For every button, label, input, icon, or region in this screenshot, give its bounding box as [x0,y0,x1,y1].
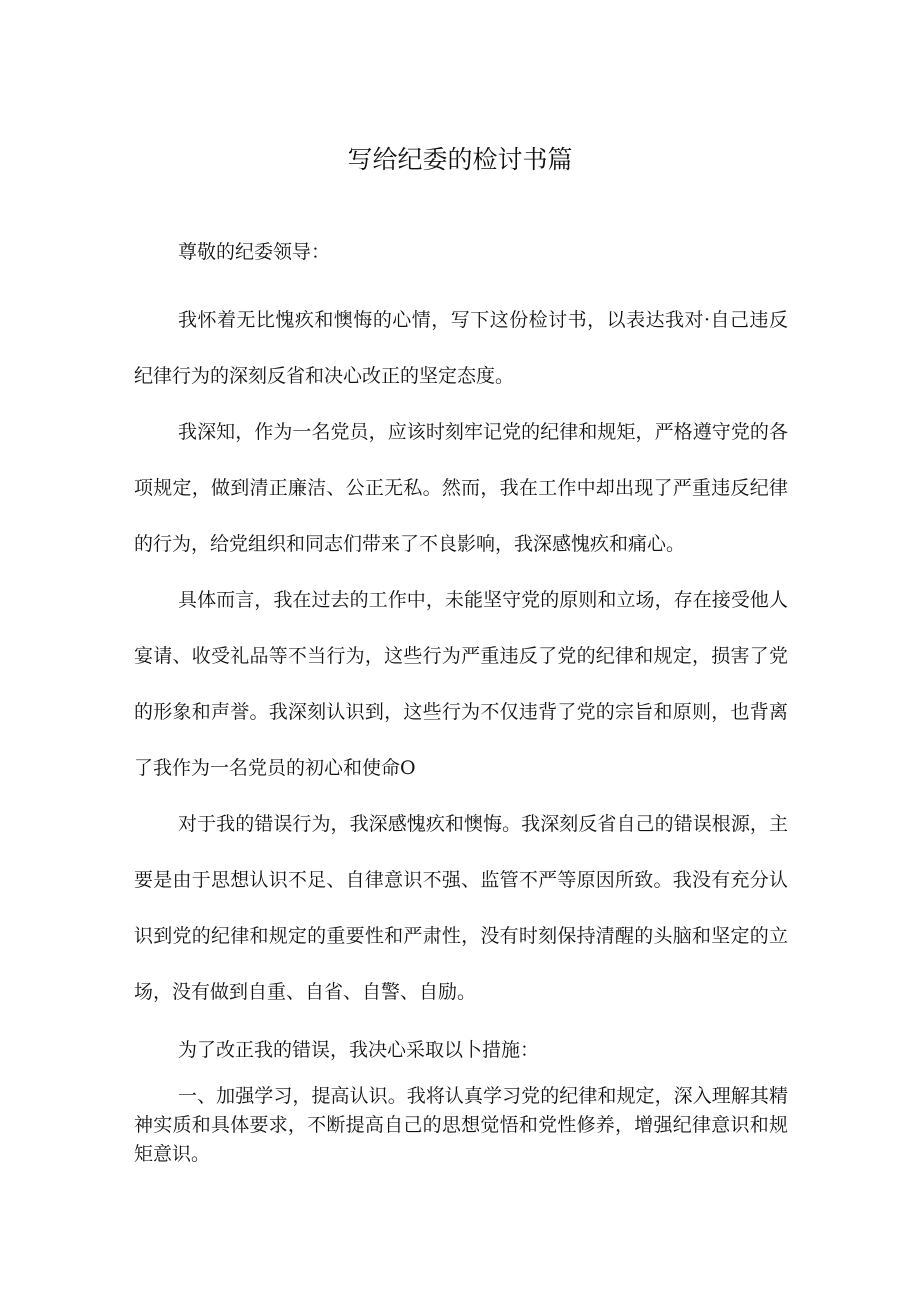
paragraph-5: 为了改正我的错误，我决心采取以卜措施： [178,1039,540,1061]
paragraph-3: 具体而言，我在过去的工作中，未能坚守党的原则和立场，存在接受他人宴请、收受礼品等不当行为，这些行为严重违反了党的纪律和规定，损害了党的形象和声誉。我深刻认识到，这些行为不仅违背了党的宗旨和原则，也背离了我作为一名党员的初心和使命O [134,589,788,779]
document-title: 写给纪委的检讨书篇 [347,145,573,174]
paragraph-4: 对于我的错误行为，我深感愧疚和懊悔。我深刻反省自己的错误根源，主要是由于思想认识不足、自律意识不强、监管不严等原因所致。我没有充分认识到党的纪律和规定的重要性和严肃性，没有时刻保持清醒的头脑和坚定的立场，没有做到自重、自省、自警、自励。 [134,813,788,1003]
salutation: 尊敬的纪委领导： [178,241,331,263]
paragraph-6: 一、加强学习，提高认识。我将认真学习党的纪律和规定，深入理解其精神实质和具体要求，不断提高自己的思想觉悟和党性修养，增强纪律意识和规矩意识。 [134,1085,788,1165]
paragraph-2: 我深知，作为一名党员，应该时刻牢记党的纪律和规矩，严格遵守党的各项规定，做到清正廉洁、公正无私。然而，我在工作中却出现了严重违反纪律的行为，给党组织和同志们带来了不良影响，我深感愧疚和痛心。 [134,421,788,555]
paragraph-1: 我怀着无比愧疚和懊悔的心情，写下这份检讨书，以表达我对·自己违反纪律行为的深刻反省和决心改正的坚定态度。 [134,309,788,387]
